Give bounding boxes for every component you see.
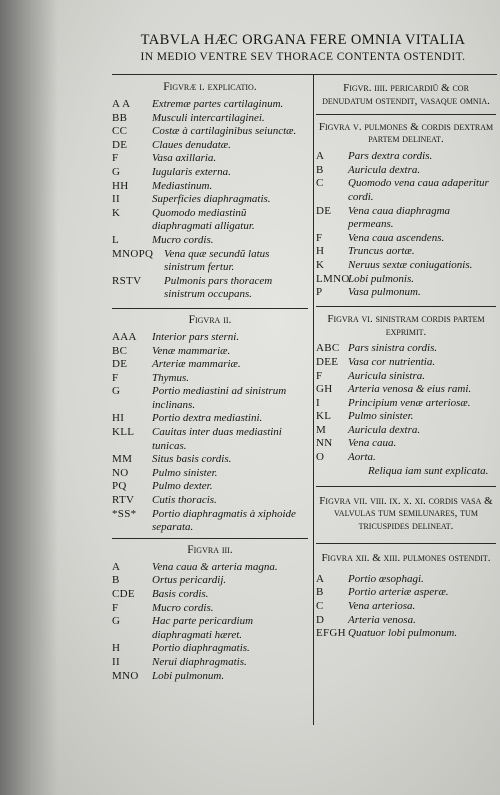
legend-key: MM: [112, 453, 133, 466]
legend-value: Portio diaphragmatis à xiphoide separata.: [152, 507, 296, 534]
legend-value: Venæ mammariæ.: [152, 344, 231, 357]
section-title: Figvra ii.: [188, 313, 232, 326]
legend-value: Hac parte pericardium diaphragmati hæret.: [152, 615, 254, 641]
legend-row: [112, 561, 308, 575]
closing-note: Reliqua iam sunt explicata.: [368, 464, 489, 477]
legend-value: Superficies diaphragmatis.: [152, 193, 271, 206]
legend-value: Extremæ partes cartilaginum.: [152, 98, 284, 110]
legend-value: Auricula sinistra.: [348, 369, 426, 382]
legend-key: *SS*: [112, 507, 137, 520]
legend-key: C: [316, 600, 324, 613]
legend-row: [112, 345, 308, 359]
legend-value: Cutis thoracis.: [152, 494, 217, 507]
figure-2-section: [112, 314, 308, 535]
legend-key: AAA: [112, 330, 137, 343]
legend-row: [316, 586, 496, 600]
legend-row: [112, 372, 308, 386]
section-divider: [112, 308, 308, 309]
legend-value: Lobi pulmonum.: [152, 669, 225, 682]
legend-row: [112, 385, 308, 412]
section-title: Figvra v. pulmones & cordis dextram partem delineat.: [318, 120, 494, 146]
page-binding-shadow: [0, 0, 58, 795]
legend-value: Arteria venosa.: [348, 613, 416, 626]
legend-value: Vena caua & arteria magna.: [152, 560, 278, 573]
legend-row: [316, 150, 496, 164]
figure-4-caption: Figvr. iiii. pericardiũ & cor denudatum ostendit, vasaque omnia.: [322, 82, 490, 107]
legend-row: [112, 508, 308, 535]
section-title: Figvra iii.: [187, 543, 233, 556]
legend-value: Situs basis cordis.: [152, 453, 232, 466]
legend-key: LMNO: [316, 272, 350, 285]
legend-key: F: [112, 601, 119, 614]
section-divider: [316, 486, 496, 487]
legend-value: Costæ à cartilaginibus seiunctæ.: [152, 125, 297, 138]
legend-row: [112, 467, 308, 481]
page-header-line-1: TABVLA HÆC ORGANA FERE OMNIA VITALIA: [140, 32, 466, 48]
figure-6-section: [316, 313, 496, 478]
legend-key: CDE: [112, 588, 135, 600]
legend-value: Vena arteriosa.: [348, 600, 416, 613]
legend-value: Lobi pulmonis.: [348, 272, 415, 285]
legend-key: HH: [112, 179, 129, 192]
legend-key: O: [316, 451, 325, 464]
legend-key: RSTV: [112, 274, 142, 287]
legend-row: [316, 177, 496, 204]
legend-value: Pars sinistra cordis.: [348, 342, 438, 355]
legend-key: F: [316, 231, 323, 244]
legend-key: CC: [112, 125, 128, 138]
legend-key: DEE: [316, 355, 339, 368]
legend-value: Pulmonis pars thoracem sinistrum occupans.: [164, 274, 273, 301]
legend-value: Aorta.: [348, 451, 376, 464]
legend-value: Vasa axillaria.: [152, 152, 217, 165]
legend-row: [112, 166, 308, 180]
legend-row: [112, 152, 308, 166]
legend-row: [316, 424, 496, 438]
legend-row: [112, 588, 308, 602]
legend-row: [316, 397, 496, 411]
legend-value: Quomodo mediastinũ diaphragmati alligatur.: [152, 206, 255, 233]
legend-key: NO: [112, 466, 129, 479]
legend-row: [316, 232, 496, 246]
column-divider: [313, 75, 314, 725]
legend-value: Portio mediastini ad sinistrum inclinans.: [152, 385, 287, 411]
legend-row: [112, 670, 308, 684]
legend-row: [316, 286, 496, 300]
legend-row: [112, 112, 308, 126]
section-divider: [316, 114, 496, 115]
legend-value: Arteriæ mammariæ.: [152, 358, 241, 371]
legend-value: Interior pars sterni.: [152, 330, 240, 343]
legend-key: G: [112, 615, 121, 628]
legend-key: B: [316, 586, 324, 599]
legend-key: II: [112, 655, 120, 668]
legend-row: [112, 574, 308, 588]
legend-key: A: [112, 560, 121, 573]
section-divider: [316, 306, 496, 307]
legend-key: II: [112, 193, 120, 206]
legend-row: [112, 193, 308, 207]
legend-key: HI: [112, 412, 125, 425]
legend-row: [112, 642, 308, 656]
legend-value: Pars dextra cordis.: [348, 150, 433, 163]
legend-value: Portio œsophagi.: [348, 572, 424, 585]
legend-row: [112, 234, 308, 248]
figure-12-13-section: [316, 552, 496, 641]
legend-key: A: [316, 150, 325, 163]
legend-value: Pulmo dexter.: [152, 480, 213, 493]
legend-value: Musculi intercartilaginei.: [152, 111, 265, 124]
legend-row: [112, 180, 308, 194]
legend-key: DE: [316, 204, 332, 217]
right-column: [316, 76, 496, 641]
legend-key: DE: [112, 358, 128, 371]
legend-value: Vena caua diaphragma permeans.: [348, 204, 451, 231]
legend-key: NN: [316, 437, 333, 450]
legend-value: Iugularis externa.: [152, 165, 231, 178]
legend-key: H: [316, 245, 325, 258]
left-column: [112, 76, 308, 683]
legend-row: [112, 275, 308, 302]
legend-key: MNOPQ: [112, 247, 154, 260]
legend-row: [316, 600, 496, 614]
legend-row: [112, 98, 308, 112]
legend-key: A A: [112, 98, 131, 110]
legend-value: Vena caua.: [348, 437, 397, 450]
legend-row: [112, 139, 308, 153]
legend-key: D: [316, 613, 325, 626]
legend-row: [316, 164, 496, 178]
legend-value: Vena quæ secundũ latus sinistrum fertur.: [164, 247, 270, 274]
legend-value: Ortus pericardij.: [152, 574, 227, 587]
legend-value: Auricula dextra.: [348, 423, 421, 436]
legend-key: GH: [316, 383, 333, 396]
legend-key: F: [112, 152, 119, 165]
legend-key: KLL: [112, 426, 135, 439]
legend-key: G: [112, 165, 121, 178]
section-divider: [316, 543, 496, 544]
section-divider: [112, 538, 308, 539]
legend-value: Vasa pulmonum.: [348, 286, 421, 299]
legend-row: [112, 412, 308, 426]
legend-value: Portio arteriæ asperæ.: [348, 586, 449, 599]
legend-row: [316, 356, 496, 370]
legend-row: [316, 370, 496, 384]
page-header-line-2: IN MEDIO VENTRE SEV THORACE CONTENTA OSTENDIT.: [140, 51, 466, 63]
legend-row: [112, 656, 308, 670]
legend-row: [316, 437, 496, 451]
legend-row: [112, 207, 308, 234]
legend-key: F: [112, 371, 119, 384]
legend-value: Vena caua ascendens.: [348, 231, 445, 244]
legend-row: [316, 451, 496, 465]
legend-key: KL: [316, 410, 332, 423]
legend-row: [316, 627, 496, 641]
legend-key: K: [316, 258, 325, 271]
legend-key: G: [112, 385, 121, 398]
legend-key: BC: [112, 344, 128, 357]
legend-row: [316, 410, 496, 424]
legend-key: C: [316, 177, 324, 190]
section-title: Figvra vi. sinistram cordis partem exprimit.: [327, 312, 485, 338]
legend-key: ABC: [316, 342, 340, 355]
legend-key: PQ: [112, 480, 127, 493]
legend-value: Portio dextra mediastini.: [152, 412, 263, 425]
legend-value: Thymus.: [152, 371, 189, 384]
legend-row: [316, 205, 496, 232]
legend-key: DE: [112, 138, 128, 151]
legend-value: Quatuor lobi pulmonum.: [348, 627, 458, 640]
legend-row: [316, 573, 496, 587]
section-title: Figvræ i. explicatio.: [163, 81, 257, 93]
legend-value: Cauitas inter duas mediastini tunicas.: [152, 426, 282, 452]
legend-key: I: [316, 396, 320, 409]
legend-row: [112, 602, 308, 616]
legend-key: BB: [112, 111, 128, 124]
legend-key: P: [316, 286, 323, 299]
legend-value: Pulmo sinister.: [152, 466, 218, 479]
legend-value: Auricula dextra.: [348, 163, 421, 176]
legend-value: Mediastinum.: [152, 179, 213, 192]
legend-row: [316, 245, 496, 259]
legend-row: [112, 426, 308, 453]
legend-row: [112, 248, 308, 275]
figure-1-section: [112, 81, 308, 302]
legend-value: Truncus aortæ.: [348, 245, 415, 258]
legend-value: Quomodo vena caua adaperitur cordi.: [348, 177, 489, 203]
legend-row: [112, 331, 308, 345]
legend-row: [112, 453, 308, 467]
legend-row: [316, 273, 496, 287]
legend-value: Neruus sextæ coniugationis.: [348, 258, 473, 271]
legend-key: A: [316, 572, 325, 585]
section-title: Figvra xii. & xiii. pulmones ostendit.: [321, 552, 491, 565]
legend-value: Claues denudatæ.: [152, 138, 231, 151]
legend-key: H: [112, 642, 121, 655]
legend-value: Mucro cordis.: [152, 601, 214, 614]
legend-key: K: [112, 206, 121, 219]
legend-key: MNO: [112, 669, 139, 682]
legend-value: Basis cordis.: [152, 588, 209, 600]
figure-3-section: [112, 544, 308, 683]
legend-row: [316, 342, 496, 356]
legend-row: [112, 358, 308, 372]
legend-row: [316, 383, 496, 397]
legend-key: RTV: [112, 494, 135, 507]
legend-key: F: [316, 369, 323, 382]
legend-key: M: [316, 423, 327, 436]
legend-row: [112, 125, 308, 139]
legend-value: Pulmo sinister.: [348, 410, 414, 423]
legend-row: [316, 259, 496, 273]
legend-key: B: [112, 574, 120, 587]
legend-value: Principium venæ arteriosæ.: [348, 396, 471, 409]
legend-row: [316, 614, 496, 628]
legend-value: Arteria venosa & eius rami.: [348, 383, 472, 396]
legend-key: EFGH: [316, 627, 346, 640]
legend-value: Vasa cor nutrientia.: [348, 355, 436, 368]
legend-key: L: [112, 233, 120, 246]
legend-value: Mucro cordis.: [152, 233, 214, 246]
figure-5-section: [316, 121, 496, 300]
legend-value: Nerui diaphragmatis.: [152, 655, 247, 668]
figure-7-11-caption: Figvra vii. viii. ix. x. xi. cordis vasa & valvulas tum semilunares, tum tricuspides delineat.: [319, 494, 493, 533]
legend-key: B: [316, 163, 324, 176]
legend-value: Portio diaphragmatis.: [152, 642, 250, 655]
legend-row: [112, 494, 308, 508]
legend-row: [112, 615, 308, 642]
legend-row: [112, 480, 308, 494]
